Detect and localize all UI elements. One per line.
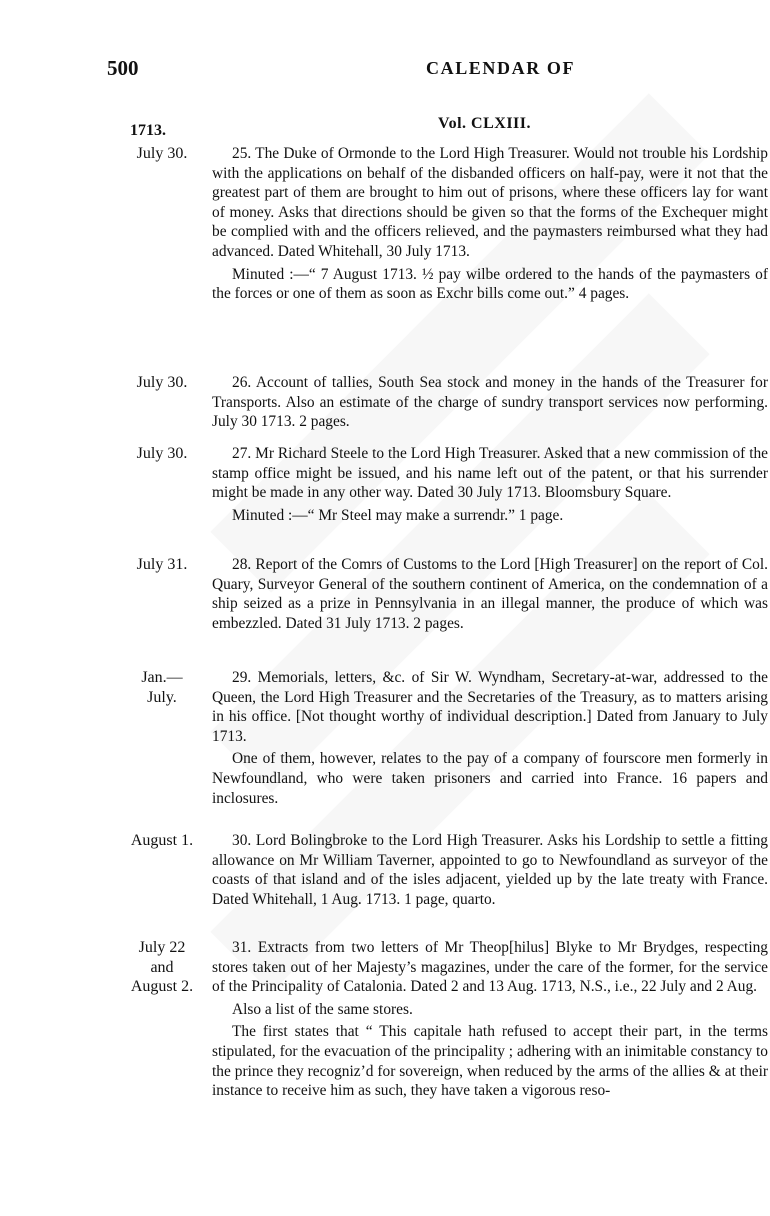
- entry-date: August 1.: [130, 832, 194, 849]
- entry-paragraph: 30. Lord Bolingbroke to the Lord High Treasurer. Asks his Lordship to settle a fitting allowance on Mr William Taverner, appointed to go to Newfoundland as surveyor of the coasts of that island and of the isles adjacent, yielded up by the late treaty with France. Dated Whitehall, 1 Aug. 1713. 1 page, quarto.: [212, 832, 768, 908]
- entry-paragraph: 28. Report of the Comrs of Customs to the Lord [High Treasurer] on the report of Col. Quary, Surveyor General of the southern continent of America, on the condemnation of a ship seized as a prize in Pennsylvania in an illegal manner, the produce of which was embezzled. Dated 31 July 1713. 2 pages.: [212, 556, 768, 632]
- entry-date: July 31.: [136, 556, 188, 573]
- entry-body: [212, 668, 768, 811]
- entry-paragraph: 27. Mr Richard Steele to the Lord High Treasurer. Asked that a new commission of the stamp office might be issued, and his name left out of the patent, or that his surrender might be made in any other way. Dated 30 July 1713. Bloomsbury Square.: [212, 445, 768, 502]
- year-heading: 1713.: [130, 122, 166, 139]
- entry-date: July 30.: [136, 374, 188, 391]
- entry-body: [212, 938, 768, 1104]
- entry-date: July 30.: [136, 445, 188, 462]
- entry-body: [212, 144, 768, 307]
- entry-paragraph: The first states that “ This capitale hath refused to accept their part, in the terms stipulated, for the evacuation of the principality ; adhering with an inimitable constancy to the prince they recogniz’d for sovereign, when reduced by the arms of the allies & at their instance to receive him as such, they have taken a vigorous reso-: [212, 1023, 768, 1100]
- entry-date: July 22 and August 2.: [130, 939, 194, 996]
- page-header: [0, 56, 770, 86]
- entry-body: [212, 373, 768, 435]
- entry-date: Jan.— July.: [141, 669, 183, 706]
- running-head: CALENDAR OF: [426, 58, 576, 78]
- entry-paragraph: 26. Account of tallies, South Sea stock and money in the hands of the Treasurer for Transports. Also an estimate of the charge of sundry transport services now performing. July 30 1713. 2 pages.: [212, 374, 768, 431]
- entry-minute: Minuted :—“ Mr Steel may make a surrendr.” 1 page.: [232, 506, 564, 524]
- entry-minute: Minuted :—“ 7 August 1713. ½ pay wilbe ordered to the hands of the paymasters of the forces or one of them as soon as Exchr bills come out.” 4 pages.: [212, 265, 768, 303]
- entry-body: [212, 831, 768, 912]
- entry-paragraph: 29. Memorials, letters, &c. of Sir W. Wyndham, Secretary-at-war, addressed to the Queen, the Lord High Treasurer and the Secretaries of the Treasury, as to matters arising in his office. [Not thought worthy of individual description.] Dated from January to July 1713.: [212, 669, 768, 745]
- entry-paragraph: 25. The Duke of Ormonde to the Lord High Treasurer. Would not trouble his Lordship with the applications on behalf of the disbanded officers on half-pay, were it not that the greatest part of them are brought to him out of prisons, where these officers lay for want of money. Asks that directions should be given so that the forms of the Exchequer might be complied with and the officers relieved, and the paymasters reimbursed what they had advanced. Dated Whitehall, 30 July 1713.: [212, 145, 768, 260]
- entry-paragraph: Also a list of the same stores.: [232, 1000, 413, 1018]
- entry-body: [212, 555, 768, 636]
- volume-heading: Vol. CLXIII.: [438, 115, 531, 132]
- entry-body: [212, 444, 768, 528]
- entry-date: July 30.: [136, 145, 188, 162]
- entry-paragraph: 31. Extracts from two letters of Mr Theop[hilus] Blyke to Mr Brydges, respecting stores taken out of her Majesty’s magazines, under the care of the former, for the service of the Principality of Catalonia. Dated 2 and 13 Aug. 1713, N.S., i.e., 22 July and 2 Aug.: [212, 939, 768, 996]
- page-number: 500: [107, 56, 139, 80]
- entry-paragraph: One of them, however, relates to the pay of a company of fourscore men formerly in Newfoundland, who were taken prisoners and carried into France. 16 papers and inclosures.: [212, 750, 768, 807]
